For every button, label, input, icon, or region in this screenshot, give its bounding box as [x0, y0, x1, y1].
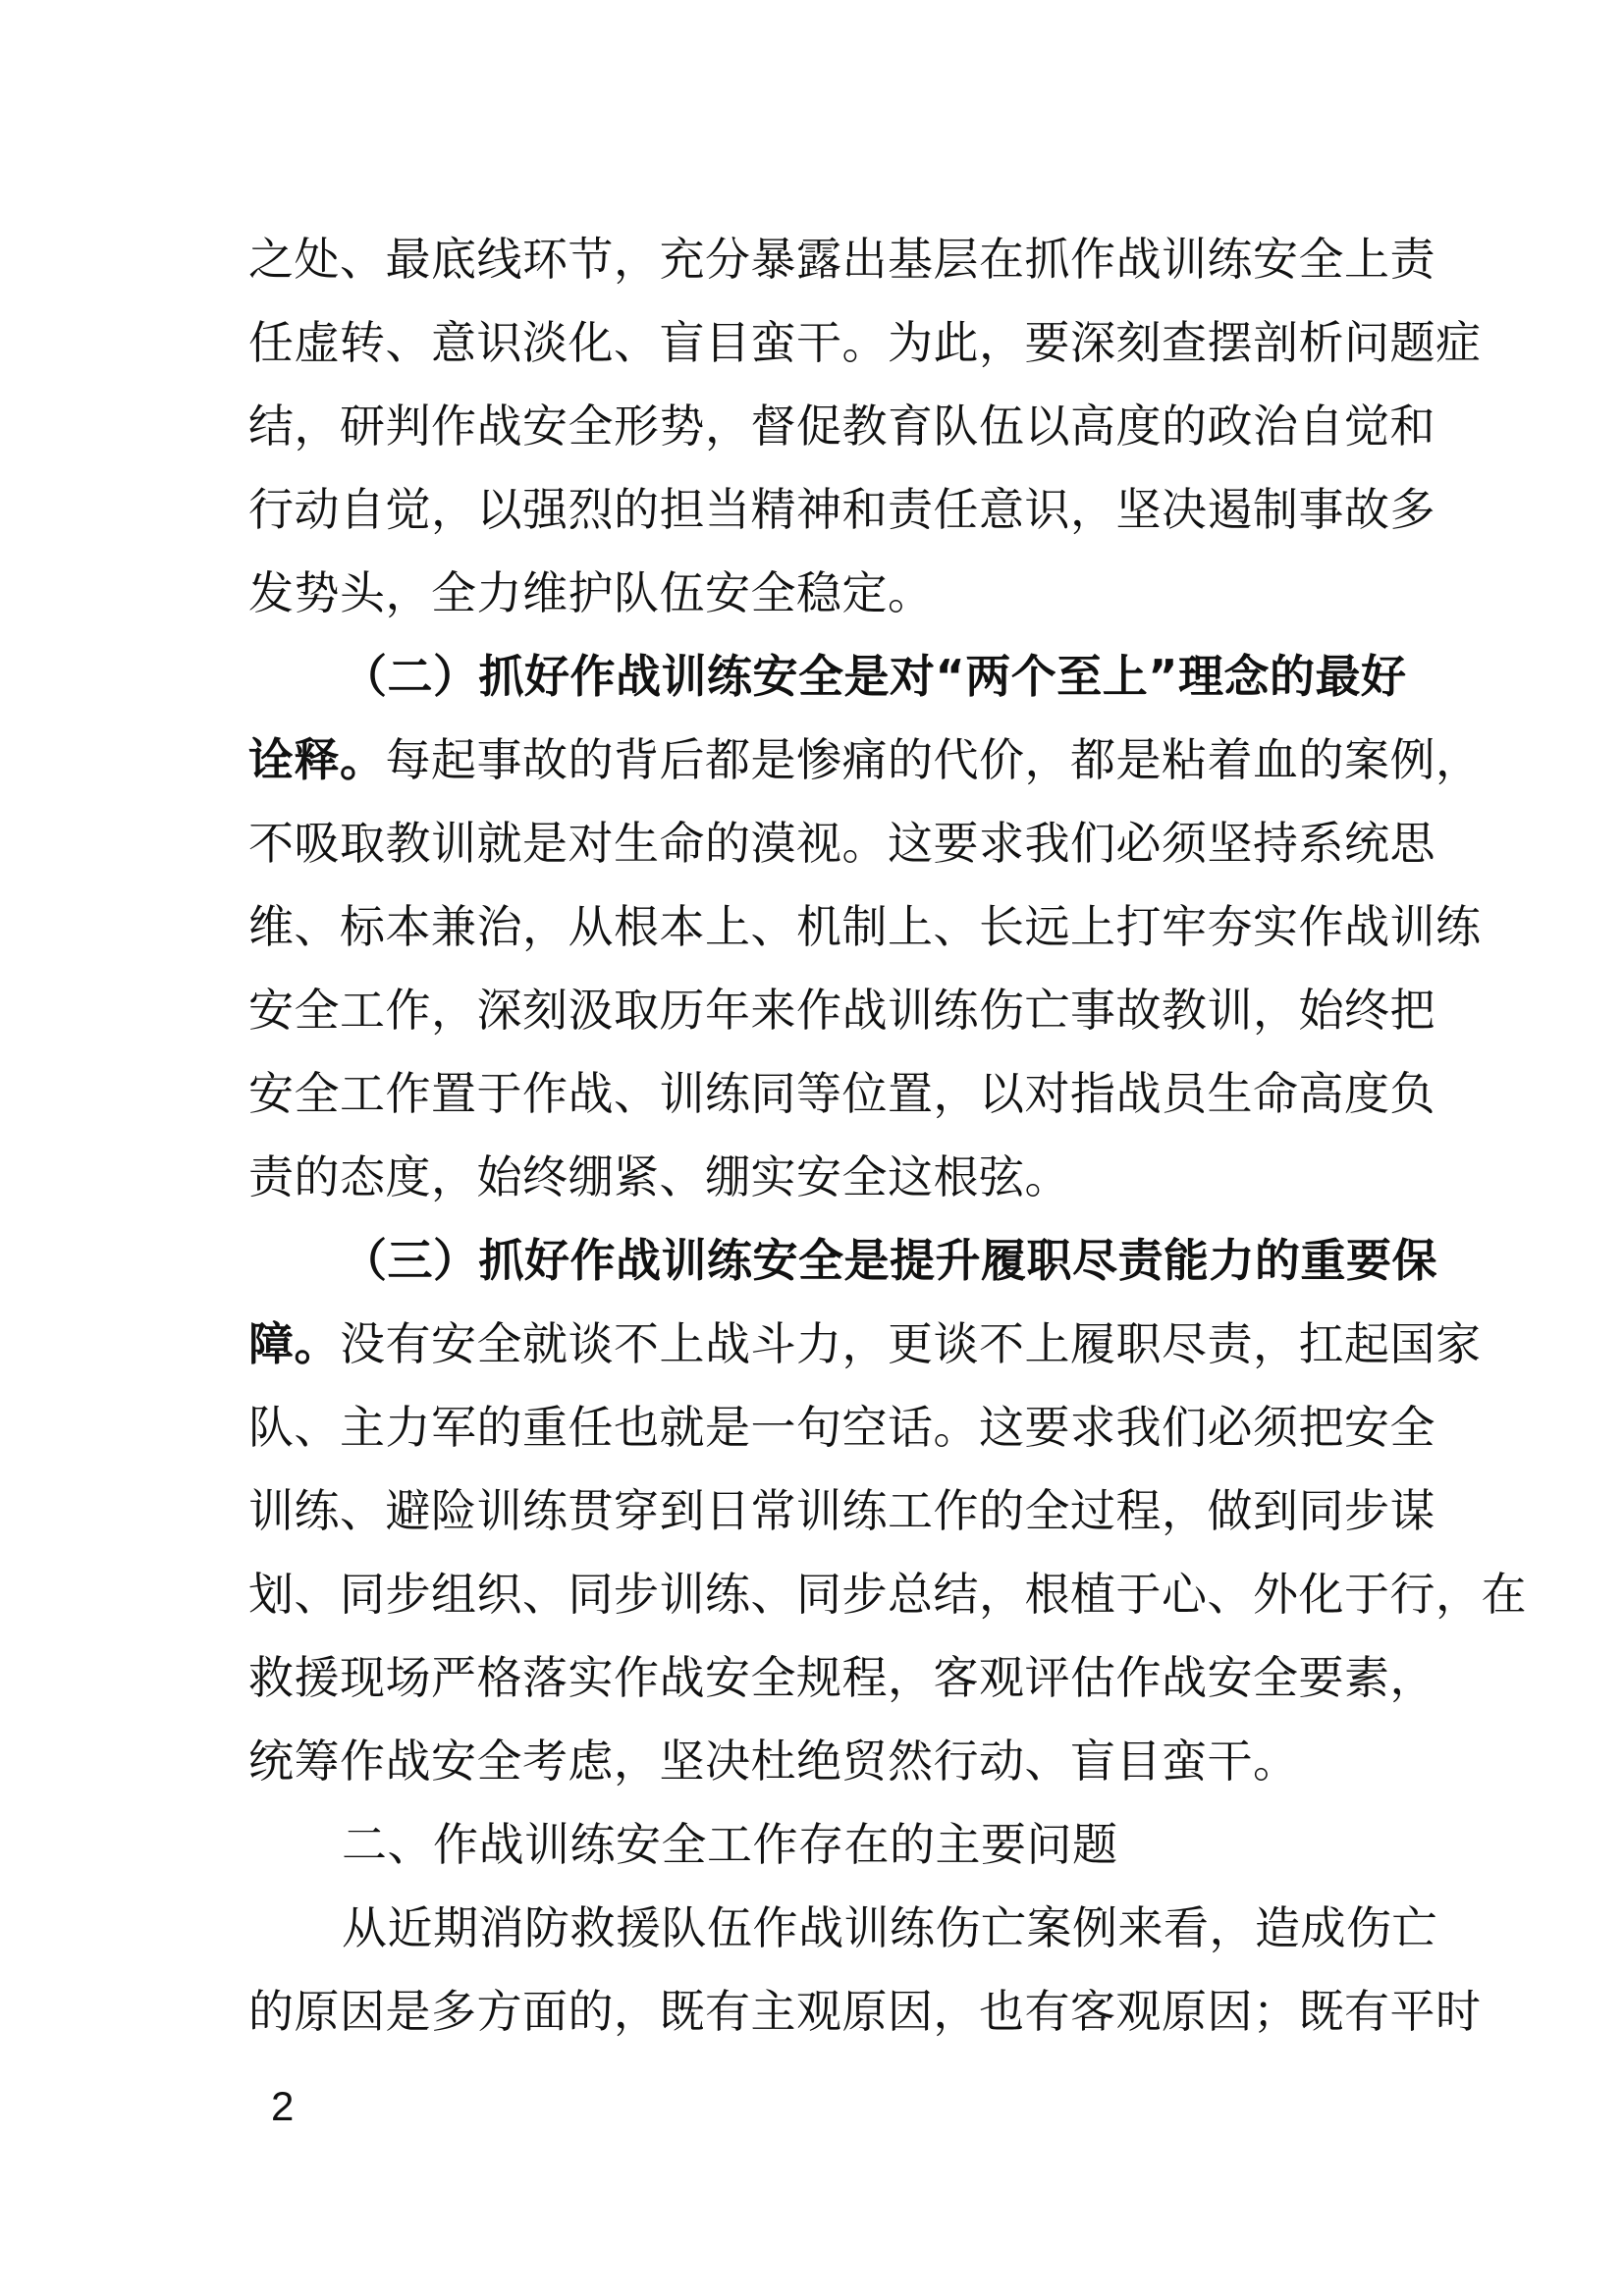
text-line: [248, 1136, 1387, 1219]
text-line: [248, 719, 1482, 802]
bold-lead-text: （三）抓好作战训练安全是提升履职尽责能力的重要保: [342, 1234, 1437, 1287]
text-segment: 任虚转、意识淡化、盲目蛮干。为此，要深刻查摆剖析问题症: [248, 316, 1482, 369]
text-line: [248, 635, 1407, 719]
text-line: [248, 1469, 1435, 1553]
page-number: 2: [271, 2083, 295, 2129]
text-line: [248, 1803, 1387, 1887]
text-segment: 行动自觉，以强烈的担当精神和责任意识，坚决遏制事故多: [248, 483, 1435, 536]
text-segment: 救援现场严格落实作战安全规程，客观评估作战安全要素，: [248, 1651, 1435, 1704]
text-segment: 训练、避险训练贯穿到日常训练工作的全过程，做到同步谋: [248, 1484, 1435, 1537]
text-segment: 统筹作战安全考虑，坚决杜绝贸然行动、盲目蛮干。: [248, 1735, 1299, 1788]
text-line: [248, 1970, 1482, 2054]
text-line: [248, 1303, 1482, 1386]
text-segment: 划、同步组织、同步训练、同步总结，根植于心、外化于行，在: [248, 1568, 1527, 1621]
text-line: [248, 218, 1435, 301]
text-segment: 维、标本兼治，从根本上、机制上、长远上打牢夯实作战训练: [248, 900, 1482, 953]
text-line: [248, 1386, 1435, 1469]
bold-lead-text: （二）抓好作战训练安全是对“两个至上”理念的最好: [342, 650, 1407, 703]
body-text: [248, 218, 1527, 2054]
section-heading: 二、作战训练安全工作存在的主要问题: [342, 1818, 1118, 1871]
text-line: [248, 1052, 1435, 1136]
text-segment: 从近期消防救援队伍作战训练伤亡案例来看，造成伤亡: [342, 1901, 1437, 1954]
text-segment: 的原因是多方面的，既有主观原因，也有客观原因；既有平时: [248, 1985, 1482, 2038]
bold-lead-text: 诠释。: [248, 733, 386, 786]
text-line: [248, 1553, 1527, 1636]
text-segment: 发势头，全力维护队伍安全稳定。: [248, 566, 934, 619]
text-segment: 没有安全就谈不上战斗力，更谈不上履职尽责，扛起国家: [340, 1317, 1482, 1370]
text-segment: 之处、最底线环节，充分暴露出基层在抓作战训练安全上责: [248, 233, 1435, 286]
text-line: [248, 1887, 1437, 1970]
text-line: [248, 468, 1435, 552]
text-line: [248, 301, 1482, 385]
text-segment: 每起事故的背后都是惨痛的代价，都是粘着血的案例，: [385, 733, 1482, 786]
text-segment: 不吸取教训就是对生命的漠视。这要求我们必须坚持系统思: [248, 817, 1435, 870]
text-line: [248, 1219, 1437, 1303]
text-segment: 结，研判作战安全形势，督促教育队伍以高度的政治自觉和: [248, 400, 1435, 453]
bold-lead-text: 障。: [248, 1317, 340, 1370]
text-line: [248, 802, 1435, 885]
text-segment: 队、主力军的重任也就是一句空话。这要求我们必须把安全: [248, 1401, 1435, 1454]
text-line: [248, 969, 1435, 1052]
text-line: [248, 1720, 1387, 1803]
text-line: [248, 385, 1435, 468]
text-line: [248, 1636, 1435, 1720]
text-segment: 责的态度，始终绷紧、绷实安全这根弦。: [248, 1150, 1070, 1203]
text-segment: 安全工作置于作战、训练同等位置，以对指战员生命高度负: [248, 1067, 1435, 1120]
text-line: [248, 885, 1482, 969]
text-line: [248, 552, 1387, 635]
text-segment: 安全工作，深刻汲取历年来作战训练伤亡事故教训，始终把: [248, 984, 1435, 1037]
